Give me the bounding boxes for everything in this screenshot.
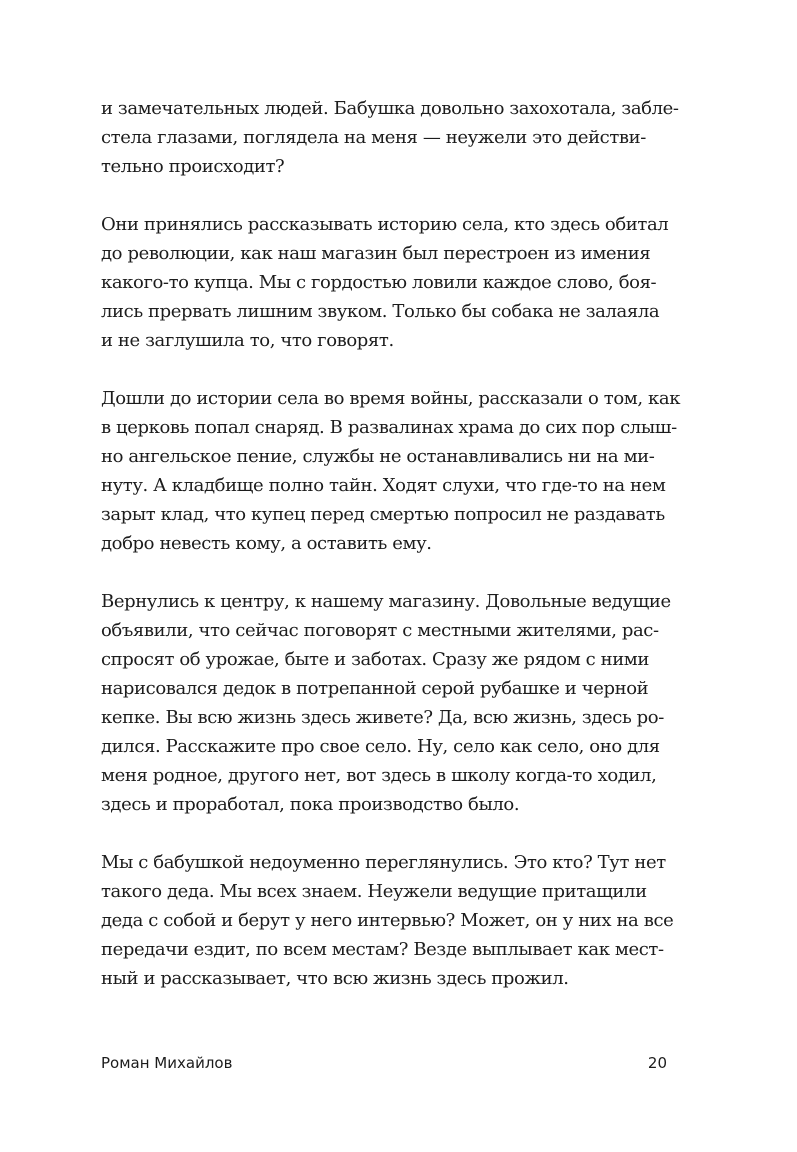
text-line: передачи ездит, по всем местам? Везде выплывает как мест-: [101, 939, 664, 960]
paragraph-1: [101, 94, 681, 181]
text-line: нарисовался дедок в потрепанной серой рубашке и черной: [101, 678, 649, 699]
text-line: меня родное, другого нет, вот здесь в школу когда-то ходил,: [101, 765, 657, 786]
text-line: какого-то купца. Мы с гордостью ловили каждое слово, боя-: [101, 272, 657, 293]
text-line: Вернулись к центру, к нашему магазину. Довольные ведущие: [101, 591, 671, 612]
text-line: тельно происходит?: [101, 156, 285, 177]
text-line: здесь и проработал, пока производство было.: [101, 794, 520, 815]
text-line: кепке. Вы всю жизнь здесь живете? Да, всю жизнь, здесь ро-: [101, 707, 664, 728]
paragraph-5: [101, 848, 681, 993]
text-line: деда с собой и берут у него интервью? Может, он у них на все: [101, 910, 674, 931]
text-line: и не заглушила то, что говорят.: [101, 330, 394, 351]
text-line: добро невесть кому, а оставить ему.: [101, 533, 432, 554]
footer-author: Роман Михайлов: [101, 1054, 233, 1072]
paragraph-3: [101, 384, 681, 558]
text-line: но ангельское пение, службы не останавливались ни на ми-: [101, 446, 655, 467]
text-line: стела глазами, поглядела на меня — неужели это действи-: [101, 127, 646, 148]
paragraph-2: [101, 210, 681, 355]
body-text: [101, 94, 681, 1022]
text-line: такого деда. Мы всех знаем. Неужели ведущие притащили: [101, 881, 647, 902]
text-line: до революции, как наш магазин был перестроен из имения: [101, 243, 651, 264]
text-line: объявили, что сейчас поговорят с местными жителями, рас-: [101, 620, 659, 641]
text-line: в церковь попал снаряд. В развалинах храма до сих пор слыш-: [101, 417, 677, 438]
text-line: Дошли до истории села во время войны, рассказали о том, как: [101, 388, 681, 409]
text-line: лись прервать лишним звуком. Только бы собака не залаяла: [101, 301, 660, 322]
paragraph-4: [101, 587, 681, 819]
text-line: зарыт клад, что купец перед смертью попросил не раздавать: [101, 504, 665, 525]
text-line: дился. Расскажите про свое село. Ну, село как село, оно для: [101, 736, 660, 757]
text-line: нуту. А кладбище полно тайн. Ходят слухи, что где-то на нем: [101, 475, 666, 496]
text-line: Мы с бабушкой недоуменно переглянулись. Это кто? Тут нет: [101, 852, 666, 873]
page-number: 20: [647, 1054, 667, 1072]
text-line: спросят об урожае, быте и заботах. Сразу же рядом с ними: [101, 649, 650, 670]
text-line: Они принялись рассказывать историю села, кто здесь обитал: [101, 214, 669, 235]
text-line: и замечательных людей. Бабушка довольно захохотала, забле-: [101, 98, 679, 119]
text-line: ный и рассказывает, что всю жизнь здесь прожил.: [101, 968, 569, 989]
